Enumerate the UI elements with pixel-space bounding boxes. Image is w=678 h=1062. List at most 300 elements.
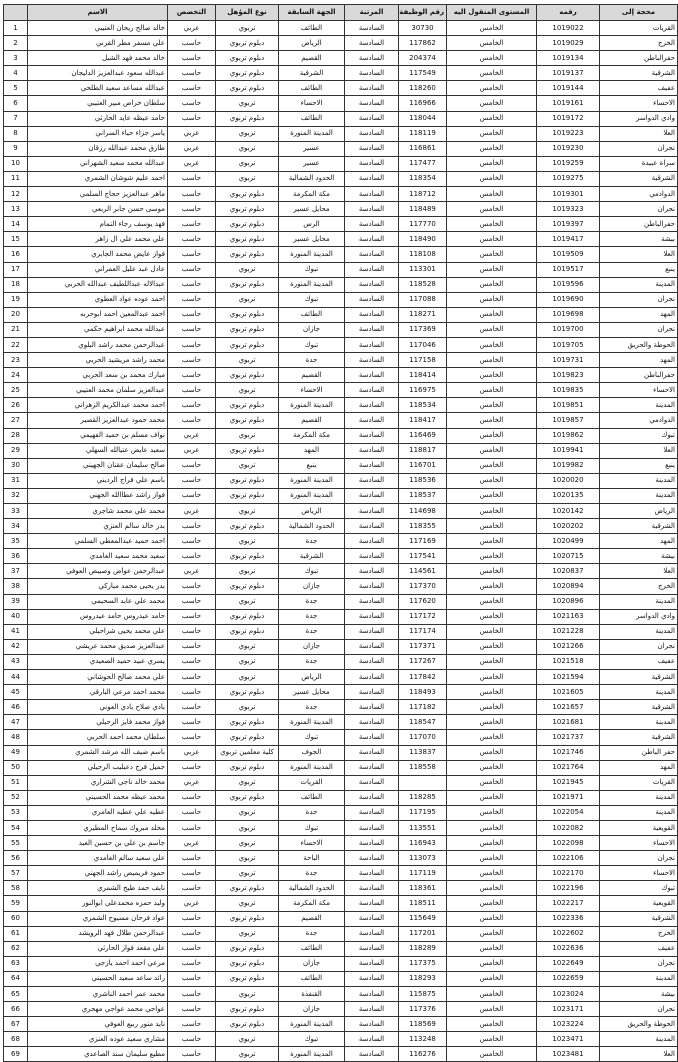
table-row: [4, 337, 678, 352]
cell-specialty: عربي: [168, 443, 216, 458]
cell-index: 21: [4, 322, 28, 337]
cell-index: 60: [4, 911, 28, 926]
cell-name: بدر خالد سالم العنزي: [28, 519, 168, 534]
cell-previous-entity: القصيم: [279, 911, 345, 926]
cell-job-number: 114561: [399, 564, 447, 579]
cell-level: الخامس: [447, 413, 537, 428]
cell-job-number: 118558: [399, 760, 447, 775]
header-rank: المرتبة: [345, 5, 399, 21]
cell-id: 1023471: [537, 1032, 600, 1047]
cell-name: موسى حسن جابر الربعي: [28, 202, 168, 217]
cell-specialty: حاسب: [168, 111, 216, 126]
cell-name: خالد صالح ريحان العتيبي: [28, 21, 168, 36]
cell-qualification: تربوي: [216, 262, 279, 277]
cell-previous-entity: محايل عسير: [279, 202, 345, 217]
cell-index: 8: [4, 126, 28, 141]
cell-index: 33: [4, 504, 28, 519]
cell-specialty: حاسب: [168, 971, 216, 986]
cell-name: ياسر جزاء حياء السراني: [28, 126, 168, 141]
cell-rank: السادسة: [345, 594, 399, 609]
cell-rank: السادسة: [345, 624, 399, 639]
cell-qualification: كلية معلمين تربوي: [216, 745, 279, 760]
cell-rank: السادسة: [345, 1047, 399, 1062]
cell-index: 15: [4, 232, 28, 247]
cell-index: 53: [4, 805, 28, 820]
cell-specialty: حاسب: [168, 187, 216, 202]
table-row: [4, 504, 678, 519]
cell-name: محمد علي محمد شاجري: [28, 504, 168, 519]
cell-destination: عفيف: [600, 81, 678, 96]
cell-name: جاسم بن علي بن حسين العيد: [28, 836, 168, 851]
cell-job-number: 117046: [399, 337, 447, 352]
cell-name: رائد ساعد سعيد الحسيني: [28, 971, 168, 986]
cell-name: علي مقعد فواز الحارثي: [28, 941, 168, 956]
cell-destination: تبوك: [600, 881, 678, 896]
cell-qualification: تربوي: [216, 851, 279, 866]
cell-destination: نجران: [600, 639, 678, 654]
cell-specialty: حاسب: [168, 1047, 216, 1062]
cell-level: الخامس: [447, 292, 537, 307]
cell-previous-entity: الشرقية: [279, 66, 345, 81]
cell-id: 1022602: [537, 926, 600, 941]
table-row: [4, 111, 678, 126]
table-row: [4, 685, 678, 700]
cell-job-number: 118271: [399, 307, 447, 322]
cell-qualification: دبلوم تربوي: [216, 217, 279, 232]
cell-level: الخامس: [447, 66, 537, 81]
header-specialty: التخصص: [168, 5, 216, 21]
cell-job-number: 113551: [399, 820, 447, 835]
table-row: [4, 126, 678, 141]
cell-specialty: عربي: [168, 126, 216, 141]
cell-destination: الدوادمي: [600, 413, 678, 428]
cell-level: الخامس: [447, 187, 537, 202]
cell-id: 1022659: [537, 971, 600, 986]
cell-index: 23: [4, 353, 28, 368]
cell-previous-entity: عسير: [279, 156, 345, 171]
cell-previous-entity: الطائف: [279, 111, 345, 126]
cell-job-number: 117620: [399, 594, 447, 609]
cell-rank: السادسة: [345, 458, 399, 473]
cell-rank: السادسة: [345, 51, 399, 66]
cell-qualification: دبلوم تربوي: [216, 413, 279, 428]
cell-specialty: حاسب: [168, 247, 216, 262]
cell-specialty: عربي: [168, 428, 216, 443]
cell-previous-entity: جازان: [279, 322, 345, 337]
cell-rank: السادسة: [345, 66, 399, 81]
cell-specialty: عربي: [168, 564, 216, 579]
cell-previous-entity: الحدود الشمالية: [279, 881, 345, 896]
cell-name: مرعي احمد احمد يازجي: [28, 956, 168, 971]
cell-index: 2: [4, 36, 28, 51]
table-row: [4, 534, 678, 549]
cell-destination: نجران: [600, 322, 678, 337]
cell-rank: السادسة: [345, 654, 399, 669]
cell-level: الخامس: [447, 262, 537, 277]
table-row: [4, 1032, 678, 1047]
cell-rank: السادسة: [345, 564, 399, 579]
cell-previous-entity: جدة: [279, 805, 345, 820]
cell-job-number: 117088: [399, 292, 447, 307]
table-row: [4, 81, 678, 96]
cell-specialty: حاسب: [168, 549, 216, 564]
cell-index: 57: [4, 866, 28, 881]
cell-qualification: دبلوم تربوي: [216, 730, 279, 745]
cell-id: 1019137: [537, 66, 600, 81]
cell-index: 51: [4, 775, 28, 790]
cell-name: فواز عايض محمد الجابري: [28, 247, 168, 262]
cell-job-number: 113301: [399, 262, 447, 277]
cell-index: 52: [4, 790, 28, 805]
cell-index: 18: [4, 277, 28, 292]
cell-destination: الخرج: [600, 36, 678, 51]
table-row: [4, 594, 678, 609]
cell-qualification: تربوي: [216, 292, 279, 307]
cell-id: 1019823: [537, 368, 600, 383]
cell-level: الخامس: [447, 685, 537, 700]
cell-previous-entity: المدينة المنورة: [279, 247, 345, 262]
cell-level: الخامس: [447, 443, 537, 458]
cell-index: 38: [4, 579, 28, 594]
cell-specialty: عربي: [168, 896, 216, 911]
cell-qualification: تربوي: [216, 820, 279, 835]
cell-rank: السادسة: [345, 96, 399, 111]
cell-qualification: تربوي: [216, 987, 279, 1002]
cell-index: 49: [4, 745, 28, 760]
cell-qualification: دبلوم تربوي: [216, 624, 279, 639]
table-row: [4, 353, 678, 368]
cell-level: الخامس: [447, 111, 537, 126]
cell-level: الخامس: [447, 337, 537, 352]
cell-level: الخامس: [447, 760, 537, 775]
cell-name: سعيد عايض عتيالله السهلي: [28, 443, 168, 458]
cell-name: احمد محمد عبدالكريم الزهراني: [28, 398, 168, 413]
cell-specialty: حاسب: [168, 987, 216, 1002]
cell-level: الخامس: [447, 21, 537, 36]
cell-level: الخامس: [447, 51, 537, 66]
table-row: [4, 141, 678, 156]
cell-index: 37: [4, 564, 28, 579]
cell-job-number: 117371: [399, 639, 447, 654]
cell-qualification: دبلوم تربوي: [216, 36, 279, 51]
cell-qualification: دبلوم تربوي: [216, 307, 279, 322]
cell-qualification: تربوي: [216, 700, 279, 715]
cell-qualification: تربوي: [216, 353, 279, 368]
cell-rank: السادسة: [345, 715, 399, 730]
cell-destination: الشرقية: [600, 700, 678, 715]
cell-specialty: حاسب: [168, 685, 216, 700]
cell-qualification: دبلوم تربوي: [216, 337, 279, 352]
cell-job-number: 117541: [399, 549, 447, 564]
table-row: [4, 96, 678, 111]
cell-rank: السادسة: [345, 473, 399, 488]
table-row: [4, 836, 678, 851]
cell-qualification: تربوي: [216, 96, 279, 111]
cell-destination: الشرقية: [600, 730, 678, 745]
cell-level: الخامس: [447, 322, 537, 337]
cell-index: 69: [4, 1047, 28, 1062]
cell-destination: حفر الباطن: [600, 745, 678, 760]
cell-destination: الخرج: [600, 579, 678, 594]
table-row: [4, 851, 678, 866]
cell-job-number: 118354: [399, 171, 447, 186]
cell-name: علي محمد صالح الحوشاني: [28, 670, 168, 685]
cell-previous-entity: المدينة المنورة: [279, 1017, 345, 1032]
cell-qualification: تربوي: [216, 1032, 279, 1047]
cell-id: 1022336: [537, 911, 600, 926]
cell-specialty: حاسب: [168, 96, 216, 111]
cell-id: 1023224: [537, 1017, 600, 1032]
table-row: [4, 715, 678, 730]
cell-level: الخامس: [447, 383, 537, 398]
cell-id: 1019862: [537, 428, 600, 443]
cell-job-number: 118547: [399, 715, 447, 730]
cell-previous-entity: القريات: [279, 775, 345, 790]
cell-index: 16: [4, 247, 28, 262]
table-row: [4, 624, 678, 639]
cell-specialty: حاسب: [168, 534, 216, 549]
cell-specialty: حاسب: [168, 730, 216, 745]
cell-index: 45: [4, 685, 28, 700]
cell-level: الخامس: [447, 202, 537, 217]
cell-name: عادل عبد عليل العمراني: [28, 262, 168, 277]
cell-job-number: 30730: [399, 21, 447, 36]
cell-id: 1019857: [537, 413, 600, 428]
cell-previous-entity: جازان: [279, 956, 345, 971]
cell-destination: الشرقية: [600, 66, 678, 81]
cell-previous-entity: الطائف: [279, 21, 345, 36]
cell-destination: المهد: [600, 534, 678, 549]
table-row: [4, 277, 678, 292]
cell-level: الخامس: [447, 307, 537, 322]
table-row: [4, 443, 678, 458]
cell-index: 65: [4, 987, 28, 1002]
cell-qualification: دبلوم تربوي: [216, 760, 279, 775]
cell-job-number: 117182: [399, 700, 447, 715]
cell-name: علي مسفر مطر القرني: [28, 36, 168, 51]
cell-job-number: 118493: [399, 685, 447, 700]
cell-specialty: حاسب: [168, 232, 216, 247]
cell-specialty: حاسب: [168, 171, 216, 186]
cell-id: 1019144: [537, 81, 600, 96]
table-row: [4, 171, 678, 186]
cell-name: حمود فريميص راشد الجهني: [28, 866, 168, 881]
cell-previous-entity: جازان: [279, 639, 345, 654]
cell-id: 1021266: [537, 639, 600, 654]
cell-job-number: 117770: [399, 217, 447, 232]
cell-rank: السادسة: [345, 866, 399, 881]
cell-specialty: حاسب: [168, 202, 216, 217]
cell-destination: المدينة: [600, 488, 678, 503]
cell-specialty: حاسب: [168, 277, 216, 292]
table-row: [4, 413, 678, 428]
cell-previous-entity: القصيم: [279, 51, 345, 66]
table-row: [4, 187, 678, 202]
cell-id: 1019301: [537, 187, 600, 202]
cell-rank: السادسة: [345, 534, 399, 549]
cell-destination: العلا: [600, 126, 678, 141]
cell-job-number: 117070: [399, 730, 447, 745]
cell-level: الخامس: [447, 881, 537, 896]
cell-index: 12: [4, 187, 28, 202]
cell-destination: العلا: [600, 1047, 678, 1062]
cell-previous-entity: الطائف: [279, 790, 345, 805]
cell-level: الخامس: [447, 428, 537, 443]
cell-level: الخامس: [447, 805, 537, 820]
table-row: [4, 941, 678, 956]
header-index: [4, 5, 28, 21]
cell-destination: الاحساء: [600, 383, 678, 398]
cell-index: 56: [4, 851, 28, 866]
cell-index: 34: [4, 519, 28, 534]
cell-name: فواز محمد فايز الرحيلي: [28, 715, 168, 730]
cell-qualification: دبلوم تربوي: [216, 51, 279, 66]
cell-previous-entity: جدة: [279, 594, 345, 609]
cell-destination: تبوك: [600, 428, 678, 443]
cell-rank: السادسة: [345, 171, 399, 186]
cell-name: نايد منور ربيع العوفي: [28, 1017, 168, 1032]
cell-specialty: حاسب: [168, 609, 216, 624]
cell-level: الخامس: [447, 368, 537, 383]
cell-qualification: دبلوم تربوي: [216, 473, 279, 488]
cell-previous-entity: المدينة المنورة: [279, 277, 345, 292]
cell-destination: الرياض: [600, 504, 678, 519]
cell-index: 55: [4, 836, 28, 851]
cell-destination: المهد: [600, 353, 678, 368]
table-row: [4, 292, 678, 307]
cell-id: 1019941: [537, 443, 600, 458]
cell-destination: نجران: [600, 141, 678, 156]
cell-index: 6: [4, 96, 28, 111]
cell-specialty: حاسب: [168, 715, 216, 730]
cell-rank: السادسة: [345, 307, 399, 322]
cell-rank: السادسة: [345, 730, 399, 745]
table-row: [4, 775, 678, 790]
cell-specialty: حاسب: [168, 1017, 216, 1032]
cell-job-number: 116966: [399, 96, 447, 111]
cell-rank: السادسة: [345, 353, 399, 368]
cell-destination: عفيف: [600, 941, 678, 956]
cell-id: 1022098: [537, 836, 600, 851]
cell-rank: السادسة: [345, 126, 399, 141]
cell-index: 29: [4, 443, 28, 458]
cell-destination: بيشة: [600, 987, 678, 1002]
cell-specialty: حاسب: [168, 307, 216, 322]
cell-rank: السادسة: [345, 1032, 399, 1047]
cell-level: الخامس: [447, 156, 537, 171]
cell-index: 10: [4, 156, 28, 171]
table-row: [4, 51, 678, 66]
cell-qualification: دبلوم تربوي: [216, 322, 279, 337]
cell-name: بدر يحيى محمد مباركي: [28, 579, 168, 594]
cell-rank: السادسة: [345, 956, 399, 971]
cell-id: 1019323: [537, 202, 600, 217]
cell-index: 24: [4, 368, 28, 383]
cell-qualification: تربوي: [216, 654, 279, 669]
cell-id: 1020142: [537, 504, 600, 519]
cell-job-number: 113248: [399, 1032, 447, 1047]
cell-level: الخامس: [447, 624, 537, 639]
cell-previous-entity: الجوف: [279, 745, 345, 760]
cell-rank: السادسة: [345, 398, 399, 413]
cell-previous-entity: تبوك: [279, 820, 345, 835]
cell-job-number: 117370: [399, 579, 447, 594]
table-row: [4, 1017, 678, 1032]
cell-id: 1019275: [537, 171, 600, 186]
cell-index: 26: [4, 398, 28, 413]
cell-name: عبدالرحمن عواض وصيبص العوفي: [28, 564, 168, 579]
cell-rank: السادسة: [345, 36, 399, 51]
cell-name: سلطان خراص مبير العتيبي: [28, 96, 168, 111]
cell-rank: السادسة: [345, 247, 399, 262]
cell-job-number: 118355: [399, 519, 447, 534]
cell-destination: حفرالباطن: [600, 217, 678, 232]
cell-id: 1023481: [537, 1047, 600, 1062]
cell-rank: السادسة: [345, 368, 399, 383]
cell-destination: عفيف: [600, 654, 678, 669]
cell-destination: وادي الدواسر: [600, 609, 678, 624]
cell-rank: السادسة: [345, 775, 399, 790]
table-row: [4, 866, 678, 881]
cell-job-number: 118511: [399, 896, 447, 911]
cell-rank: السادسة: [345, 1017, 399, 1032]
cell-specialty: حاسب: [168, 851, 216, 866]
cell-id: 1020715: [537, 549, 600, 564]
cell-previous-entity: تبوك: [279, 730, 345, 745]
cell-qualification: دبلوم تربوي: [216, 202, 279, 217]
table-row: [4, 639, 678, 654]
cell-job-number: 118569: [399, 1017, 447, 1032]
cell-job-number: 118285: [399, 790, 447, 805]
table-row: [4, 820, 678, 835]
cell-specialty: حاسب: [168, 458, 216, 473]
cell-name: خالد محمد فهد الشبل: [28, 51, 168, 66]
cell-job-number: 117267: [399, 654, 447, 669]
header-row: [4, 5, 678, 21]
cell-id: 1020837: [537, 564, 600, 579]
cell-specialty: حاسب: [168, 81, 216, 96]
cell-rank: السادسة: [345, 21, 399, 36]
cell-qualification: دبلوم تربوي: [216, 881, 279, 896]
cell-name: مطيع سليمان سند الصاعدي: [28, 1047, 168, 1062]
table-row: [4, 368, 678, 383]
cell-level: الخامس: [447, 670, 537, 685]
cell-job-number: 118534: [399, 398, 447, 413]
cell-job-number: 117842: [399, 670, 447, 685]
cell-name: احمد عليم شوشان الشمري: [28, 171, 168, 186]
cell-id: 1023024: [537, 987, 600, 1002]
cell-index: 48: [4, 730, 28, 745]
cell-rank: السادسة: [345, 217, 399, 232]
cell-specialty: حاسب: [168, 1002, 216, 1017]
cell-rank: السادسة: [345, 745, 399, 760]
cell-name: عبدالله سعود عبدالعزيز الدليجان: [28, 66, 168, 81]
cell-previous-entity: المدينة المنورة: [279, 1047, 345, 1062]
transfer-table: [3, 4, 678, 1062]
cell-level: الخامس: [447, 36, 537, 51]
cell-index: 13: [4, 202, 28, 217]
cell-specialty: حاسب: [168, 579, 216, 594]
cell-level: الخامس: [447, 866, 537, 881]
cell-name: سعيد محمد سعيد الغامدي: [28, 549, 168, 564]
cell-index: 67: [4, 1017, 28, 1032]
cell-index: 66: [4, 1002, 28, 1017]
cell-level: الخامس: [447, 715, 537, 730]
table-row: [4, 987, 678, 1002]
table-row: [4, 579, 678, 594]
cell-name: محمد خالد ناجي الشراري: [28, 775, 168, 790]
cell-rank: السادسة: [345, 579, 399, 594]
